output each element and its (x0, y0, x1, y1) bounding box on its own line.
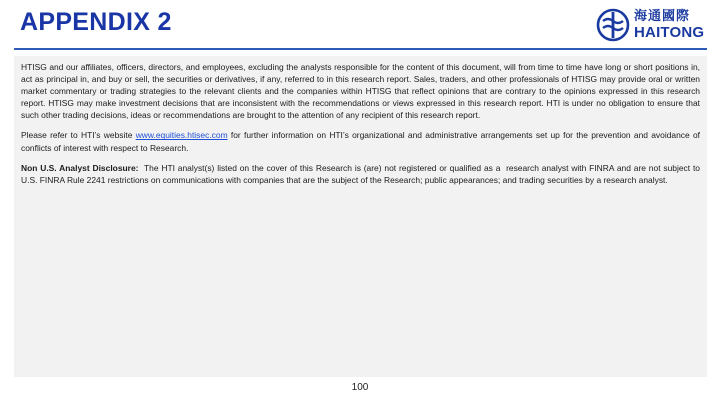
non-us-disclosure-text: The HTI analyst(s) listed on the cover of this Research is (are) not registered or qualified as a research analyst with FINRA and are not subject to U.S. FINRA Rule 2241 restrictions on communications with companies that are the subject of the Research; public appearances; and trading securities by a research analyst. (21, 162, 703, 185)
disclosure-content (14, 56, 707, 377)
logo-english-name: HAITONG (634, 24, 705, 41)
disclosure-paragraph-website (21, 129, 700, 153)
haitong-logo (596, 6, 708, 44)
haitong-logo-icon (596, 8, 630, 42)
page-number: 100 (351, 382, 369, 393)
disclosure-paragraph-positions: HTISG and our affiliates, officers, directors, and employees, excluding the analysts responsible for the content of this document, will from time to time have long or short positions in, act as principal in, and buy or sell, the securities or derivatives, if any, referred to in this research report. Sales, traders, and other professionals of HTISG may provide oral or written market commentary or trading strategies to the relevant clients and the companies within HTISG that reflect opinions that are contrary to the opinions expressed in this research report. HTISG may make investment decisions that are inconsistent with the recommendations or views expressed in this research report. HTI is under no obligation to ensure that such other trading decisions, ideas or recommendations are brought to the attention of any recipient of this research report. (21, 62, 700, 121)
non-us-disclosure-label: Non U.S. Analyst Disclosure: (21, 162, 139, 173)
website-text-before: Please refer to HTI’s website (21, 130, 136, 141)
logo-chinese-name: 海通國際 (634, 9, 691, 24)
website-text-after: for further information on HTI’s organizational and administrative arrangements set up for the prevention and avoidance of conflicts of interest with respect to Research. (21, 130, 701, 153)
title-divider (14, 48, 707, 50)
disclosure-paragraph-non-us-analyst (21, 162, 703, 186)
page-title: APPENDIX 2 (20, 8, 172, 36)
website-link[interactable]: www.equities.htisec.com (135, 130, 228, 141)
